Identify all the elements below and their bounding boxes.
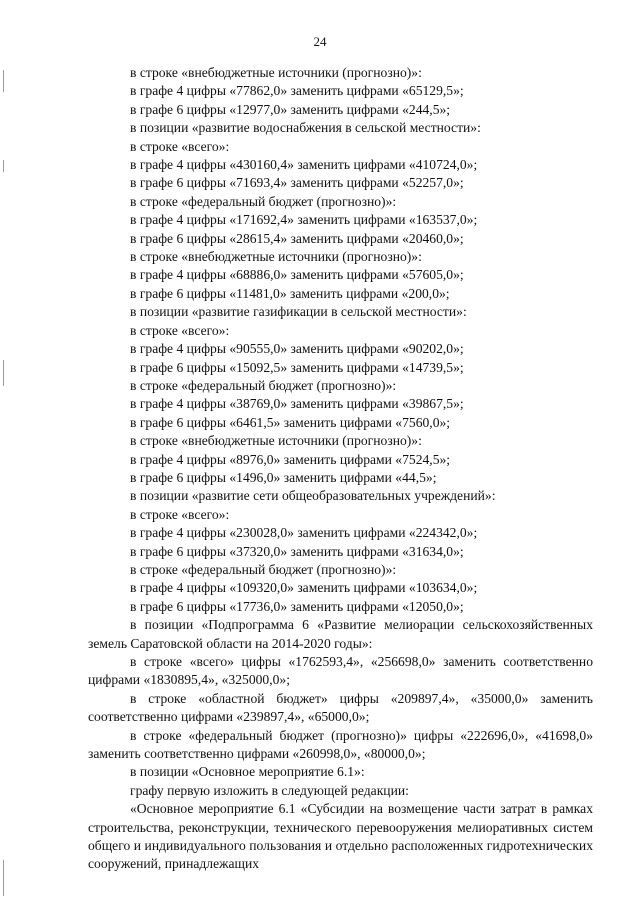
text-line: в графе 6 цифры «37320,0» заменить цифрами «31634,0»; — [130, 543, 464, 559]
document-body — [88, 64, 593, 874]
text-line: в графе 4 цифры «430160,4» заменить цифрами «410724,0»; — [130, 157, 478, 173]
text-line: в позиции «развитие газификации в сельской местности»: — [130, 304, 467, 320]
text-paragraph: в строке «всего» цифры «1762593,4», «256698,0» заменить соответственно цифрами «1830895,4», «325000,0»; — [88, 654, 593, 688]
page-number: 24 — [313, 34, 327, 49]
text-line: в графе 6 цифры «12977,0» заменить цифрами «244,5»; — [130, 101, 451, 117]
text-line: в графе 6 цифры «17736,0» заменить цифрами «12050,0»; — [130, 598, 464, 614]
text-line: в графе 6 цифры «11481,0» заменить цифрами «200,0»; — [130, 285, 450, 301]
text-line: в графе 4 цифры «68886,0» заменить цифрами «57605,0»; — [130, 267, 464, 283]
text-line: в строке «федеральный бюджет (прогнозно)»: — [130, 561, 397, 577]
scan-edge-mark — [3, 860, 4, 896]
text-line: в строке «всего»: — [130, 506, 230, 522]
text-line: в графе 4 цифры «109320,0» заменить цифрами «103634,0»; — [130, 580, 478, 596]
scan-edge-mark — [3, 360, 4, 386]
text-line: в позиции «развитие водоснабжения в сельской местности»: — [130, 120, 481, 136]
text-paragraph: в позиции «Основное мероприятие 6.1»: — [130, 764, 365, 780]
scan-edge-mark — [3, 160, 4, 172]
text-line: в строке «внебюджетные источники (прогнозно)»: — [130, 433, 422, 449]
text-line: в графе 4 цифры «38769,0» заменить цифрами «39867,5»; — [130, 396, 464, 412]
text-line: в графе 6 цифры «6461,5» заменить цифрами «7560,0»; — [130, 414, 451, 430]
text-line: в графе 4 цифры «90555,0» заменить цифрами «90202,0»; — [130, 341, 464, 357]
text-line: в строке «внебюджетные источники (прогнозно)»: — [130, 249, 422, 265]
text-line: в графе 6 цифры «1496,0» заменить цифрами «44,5»; — [130, 469, 437, 485]
text-line: в строке «всего»: — [130, 138, 230, 154]
text-paragraph: в позиции «Подпрограмма 6 «Развитие мелиорации сельскохозяйственных земель Саратовской области на 2014-2020 годы»: — [88, 617, 593, 651]
text-line: в позиции «развитие сети общеобразовательных учреждений»: — [130, 488, 496, 504]
text-line: в строке «внебюджетные источники (прогнозно)»: — [130, 65, 422, 80]
text-paragraph: в строке «областной бюджет» цифры «209897,4», «35000,0» заменить соответственно цифрами «239897,4», «65000,0»; — [88, 690, 593, 725]
text-line: в графе 6 цифры «71693,4» заменить цифрами «52257,0»; — [130, 175, 464, 191]
text-line: в графе 4 цифры «171692,4» заменить цифрами «163537,0»; — [130, 212, 478, 228]
text-line: в графе 6 цифры «28615,4» заменить цифрами «20460,0»; — [130, 230, 464, 246]
text-line: в строке «всего»: — [130, 322, 230, 338]
scan-edge-mark — [3, 70, 4, 92]
text-line: в графе 6 цифры «15092,5» заменить цифрами «14739,5»; — [130, 359, 464, 375]
text-line: в графе 4 цифры «230028,0» заменить цифрами «224342,0»; — [130, 525, 478, 541]
text-paragraph: графу первую изложить в следующей редакции: — [130, 782, 409, 798]
text-paragraph: в строке «федеральный бюджет (прогнозно)» цифры «222696,0», «41698,0» заменить соответственно цифрами «260998,0», «80000,0»; — [88, 727, 593, 762]
text-line: в графе 4 цифры «77862,0» заменить цифрами «65129,5»; — [130, 83, 464, 99]
text-line: в строке «федеральный бюджет (прогнозно)»: — [130, 377, 397, 393]
text-paragraph: «Основное мероприятие 6.1 «Субсидии на возмещение части затрат в рамках строительства, реконструкции, технического перевооружения мелиоративных систем общего и индивидуального пользования и отдельно расположенных гидротехнических сооружений, принадлежащих — [88, 801, 593, 872]
text-line: в графе 4 цифры «8976,0» заменить цифрами «7524,5»; — [130, 451, 451, 467]
text-line: в строке «федеральный бюджет (прогнозно)»: — [130, 193, 397, 209]
